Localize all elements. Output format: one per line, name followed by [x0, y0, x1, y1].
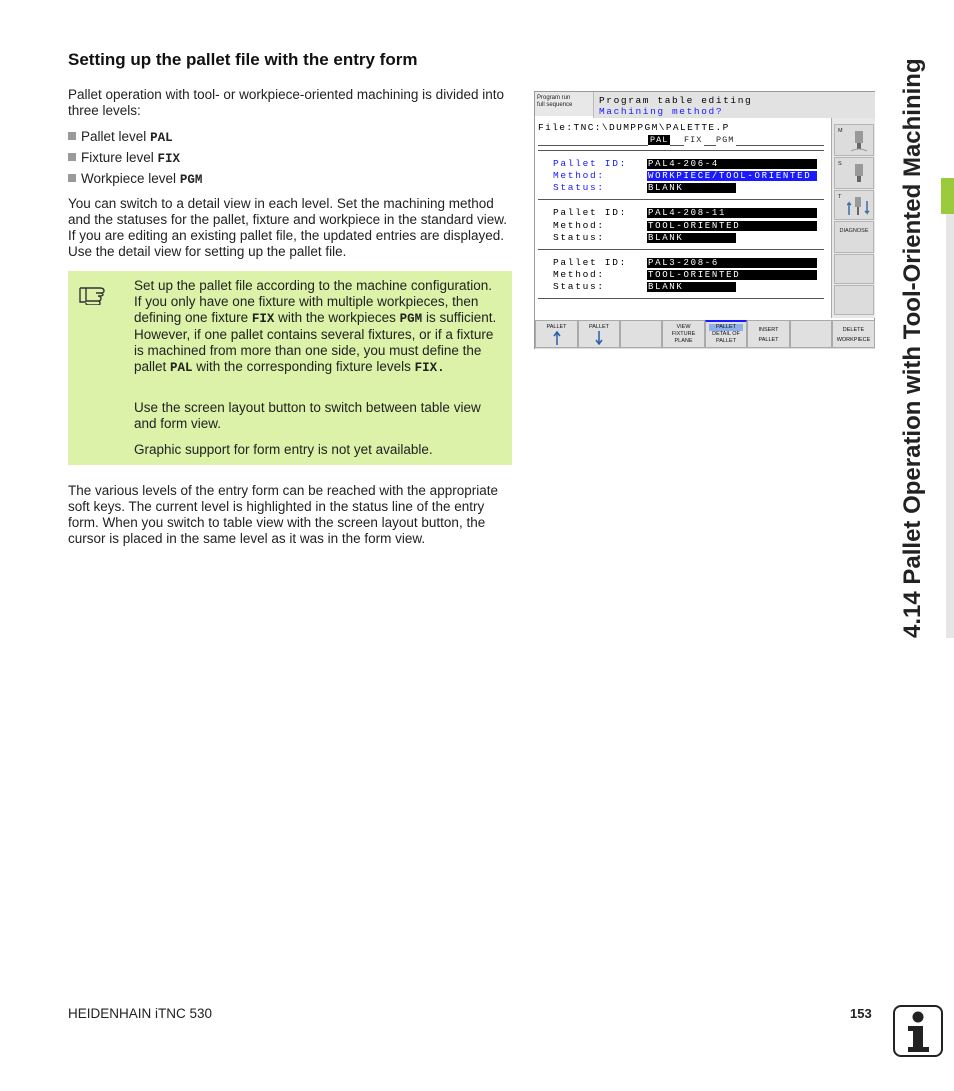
- m-function-softkey[interactable]: M: [834, 124, 874, 156]
- status-field[interactable]: BLANK: [647, 282, 736, 292]
- pallet-id-field[interactable]: PAL4-208-11: [647, 208, 817, 218]
- section-heading: Setting up the pallet file with the entry form: [68, 50, 418, 69]
- detail-of-pallet-softkey[interactable]: PALLET DETAIL OF PALLET: [705, 320, 747, 348]
- dialog-prompt: Machining method?: [599, 106, 724, 117]
- operating-mode-box: Program run full sequence: [535, 92, 593, 116]
- empty-softkey[interactable]: [790, 320, 832, 348]
- level-status-line: [538, 133, 824, 147]
- levels-paragraph: The various levels of the entry form can be reached with the appropriate soft keys. The current level is highlighted in the status line of the entry form. When you switch to table view with the screen layout button, the cursor is placed in the same level as it was in the form view.: [68, 483, 498, 546]
- status-field[interactable]: BLANK: [647, 233, 736, 243]
- insert-pallet-softkey[interactable]: INSERT PALLET: [747, 320, 790, 348]
- status-label: Status:: [553, 182, 605, 193]
- bullet-workpiece-level: Workpiece level PGM: [68, 171, 202, 188]
- chapter-title: 4.14 Pallet Operation with Tool-Oriented Machining: [899, 58, 926, 638]
- method-field[interactable]: TOOL-ORIENTED: [647, 221, 817, 231]
- s-function-softkey[interactable]: S: [834, 157, 874, 189]
- method-label: Method:: [553, 170, 605, 181]
- pallet-down-softkey[interactable]: PALLET: [578, 320, 620, 348]
- info-icon: [893, 1005, 943, 1057]
- level-pal: PAL: [650, 135, 669, 145]
- program-mode-title: Program table editing: [599, 95, 753, 106]
- tool-change-icon: [847, 195, 871, 217]
- note-paragraph-1: Set up the pallet file according to the machine configuration. If you only have one fixture with multiple workpieces, then defining one fixture FIX with the workpieces PGM is sufficient. However, if one pallet contains several fixtures, or if a fixture is machined from more than one side, you must define the pallet PAL with the corresponding fixture levels FIX.: [134, 278, 497, 375]
- chapter-bar: [946, 214, 954, 638]
- diagnose-softkey[interactable]: DIAGNOSE: [834, 221, 874, 253]
- status-label: Status:: [553, 281, 605, 292]
- empty-softkey[interactable]: [834, 254, 874, 284]
- bullet-fixture-level: Fixture level FIX: [68, 150, 180, 167]
- pallet-id-field[interactable]: PAL3-208-6: [647, 258, 817, 268]
- bullet-square-icon: [68, 174, 76, 182]
- pallet-up-softkey[interactable]: PALLET: [535, 320, 578, 348]
- chapter-tab: [941, 178, 954, 214]
- status-label: Status:: [553, 232, 605, 243]
- pallet-id-label: Pallet ID:: [553, 158, 628, 169]
- level-fix: FIX: [684, 135, 703, 145]
- bullet-square-icon: [68, 132, 76, 140]
- bullet-square-icon: [68, 153, 76, 161]
- method-field[interactable]: TOOL-ORIENTED: [647, 270, 817, 280]
- intro-paragraph: Pallet operation with tool- or workpiece-oriented machining is divided into three levels:: [68, 87, 504, 118]
- file-path: File:TNC:\DUMPPGM\PALETTE.P: [538, 122, 730, 133]
- bullet-pallet-level: Pallet level PAL: [68, 129, 173, 146]
- footer-manual-name: HEIDENHAIN iTNC 530: [68, 1006, 213, 1021]
- empty-softkey[interactable]: [620, 320, 662, 348]
- note-paragraph-3: Graphic support for form entry is not yet available.: [134, 442, 433, 457]
- detail-view-paragraph: You can switch to a detail view in each level. Set the machining method and the statuses for the pallet, fixture and workpiece in the standard view. If you are editing an existing pallet file, the updated entries are displayed. Use the detail view for setting up the pallet file.: [68, 196, 508, 259]
- pallet-id-field[interactable]: PAL4-206-4: [647, 159, 817, 169]
- pallet-id-label: Pallet ID:: [553, 207, 628, 218]
- arrow-down-icon: [595, 331, 603, 345]
- page-number: 153: [850, 1006, 872, 1021]
- method-label: Method:: [553, 269, 605, 280]
- t-function-softkey[interactable]: T: [834, 190, 874, 220]
- empty-softkey[interactable]: [834, 285, 874, 315]
- note-paragraph-2: Use the screen layout button to switch between table view and form view.: [134, 400, 481, 431]
- spindle-icon: [851, 131, 867, 153]
- delete-workpiece-softkey[interactable]: DELETE WORKPIECE: [832, 320, 875, 348]
- pallet-id-label: Pallet ID:: [553, 257, 628, 268]
- method-label: Method:: [553, 220, 605, 231]
- level-pgm: PGM: [716, 135, 735, 145]
- method-field[interactable]: WORKPIECE/TOOL-ORIENTED: [647, 171, 817, 181]
- arrow-up-icon: [553, 331, 561, 345]
- spindle-speed-icon: [851, 164, 867, 186]
- view-fixture-plane-softkey[interactable]: VIEW FIXTURE PLANE: [662, 320, 705, 348]
- status-field[interactable]: BLANK: [647, 183, 736, 193]
- pointing-hand-icon: [78, 279, 114, 305]
